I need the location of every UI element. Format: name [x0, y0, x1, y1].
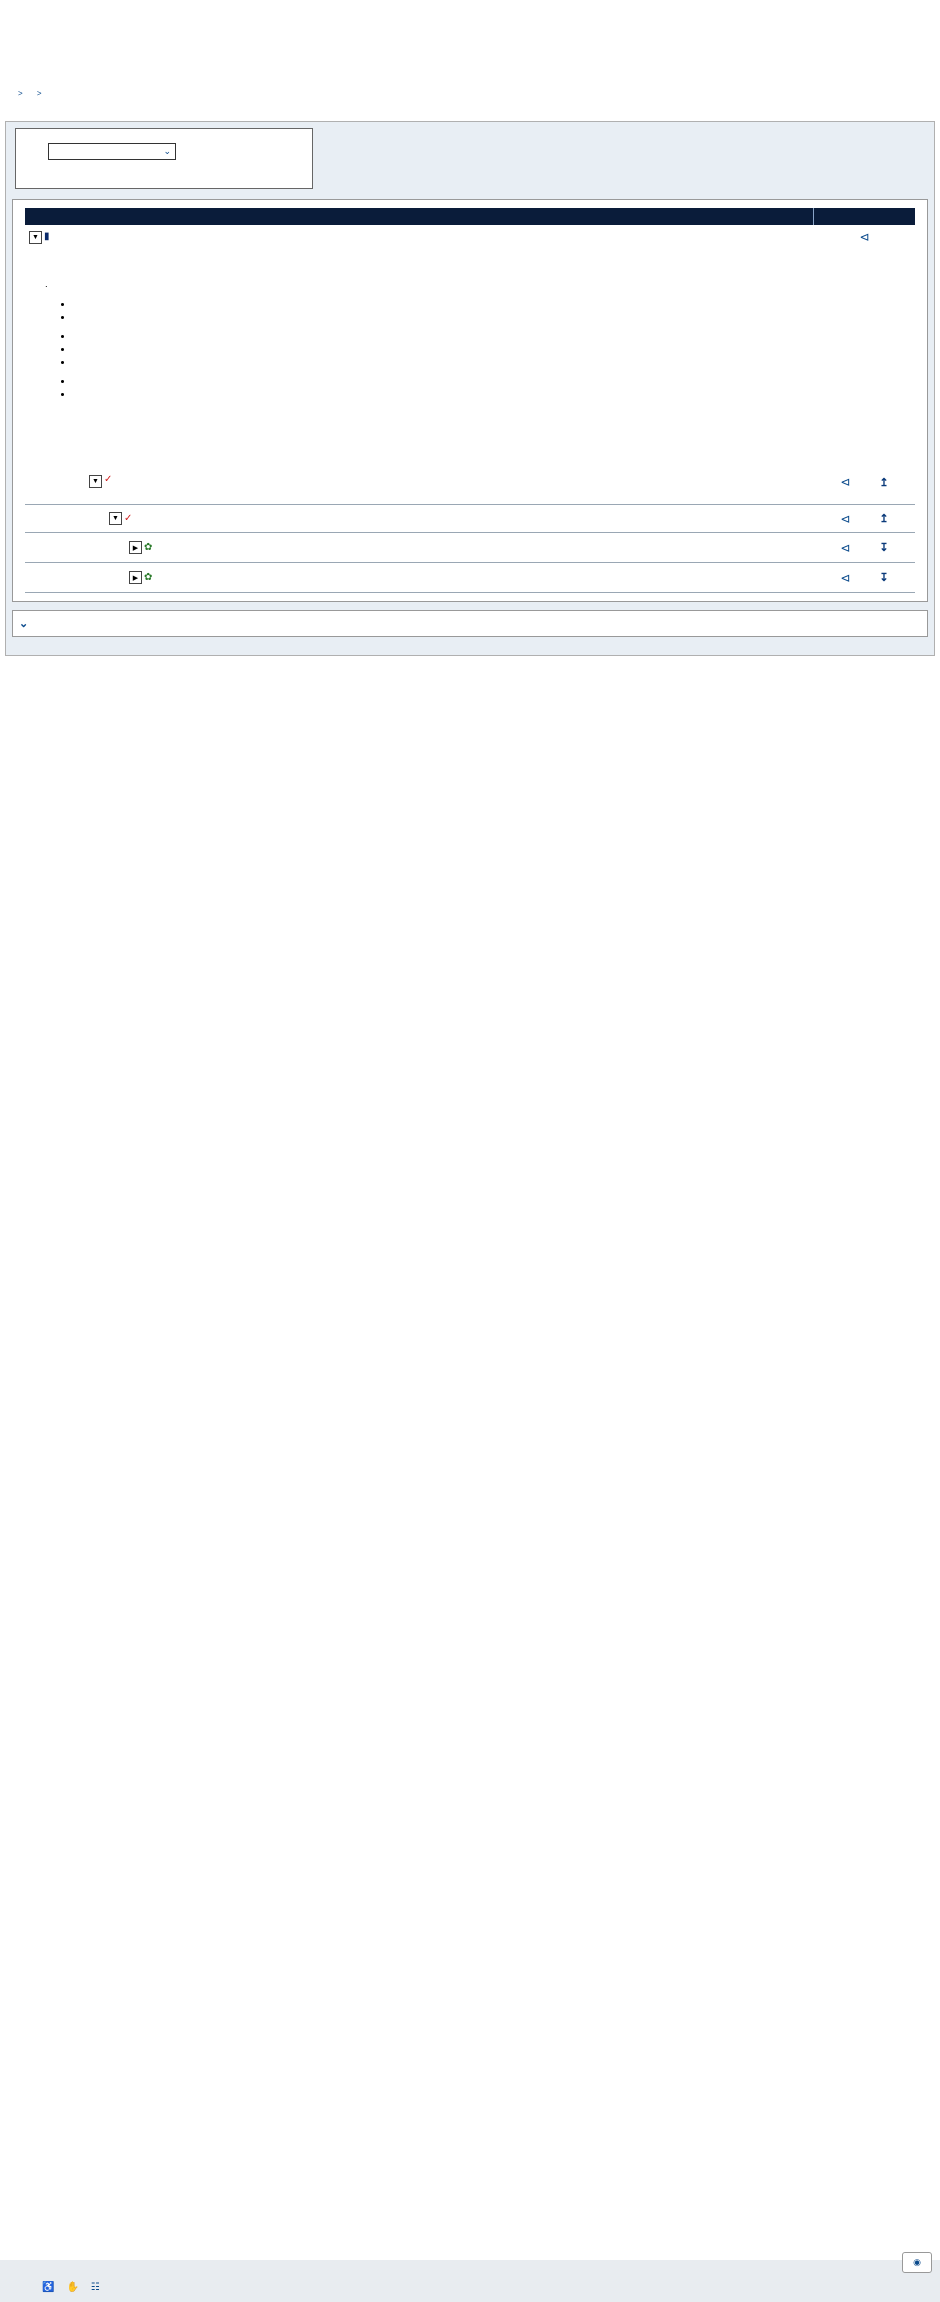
welcome-text: . • • • • • • •: [25, 259, 915, 411]
actions-column-header: [814, 208, 915, 225]
sitemap-icon[interactable]: ☷: [90, 2282, 100, 2293]
tree-row-module-2[interactable]: [25, 563, 915, 593]
root-element-icon: ▮: [44, 231, 50, 242]
share-icon[interactable]: ⊲: [840, 511, 851, 526]
language-switch: [902, 2250, 932, 2273]
globe-icon: ◉: [913, 2257, 921, 2267]
chevron-down-icon: ⌄: [163, 146, 171, 156]
page-title: [0, 100, 940, 121]
course-catalog-panel: [12, 199, 928, 602]
share-icon[interactable]: ⊲: [840, 540, 851, 555]
semester-selection: [15, 128, 313, 189]
sign-language-icon[interactable]: ✋: [66, 2282, 79, 2293]
detail-text-2: [73, 344, 805, 355]
expand-all-icon[interactable]: ↧: [879, 572, 889, 584]
footer-links: [6, 2282, 112, 2293]
account-icon: ✓: [124, 512, 133, 524]
chevron-down-icon: ⌄: [19, 618, 29, 630]
share-icon[interactable]: ⊲: [859, 230, 870, 244]
language-button[interactable]: [902, 2252, 932, 2273]
main-frame: [5, 121, 935, 656]
share-icon[interactable]: ⊲: [840, 475, 851, 489]
collapse-all-icon[interactable]: ↥: [879, 513, 889, 525]
module-icon: ✿: [144, 541, 153, 553]
legend-toggle[interactable]: [19, 617, 921, 630]
module-icon: ✿: [144, 571, 153, 583]
collapse-toggle[interactable]: ▼: [89, 475, 102, 488]
catalog-tree: [25, 227, 915, 593]
collapse-toggle[interactable]: ▼: [109, 512, 122, 525]
footer: [0, 2260, 940, 2302]
legend: [12, 610, 928, 637]
expand-toggle[interactable]: ▶: [129, 571, 142, 584]
collapse-toggle[interactable]: ▼: [29, 231, 42, 244]
share-icon[interactable]: ⊲: [840, 570, 851, 585]
root-row: [25, 227, 915, 247]
collapse-all-icon[interactable]: ↥: [879, 476, 889, 489]
account-label: [115, 475, 814, 486]
tree-row-module-1[interactable]: [25, 533, 915, 563]
account-icon: ✓: [104, 474, 113, 485]
expand-all-icon[interactable]: ↧: [879, 542, 889, 554]
accessibility-icon[interactable]: ♿: [42, 2282, 55, 2293]
tree-row-account-2[interactable]: [25, 505, 915, 533]
expand-toggle[interactable]: ▶: [129, 541, 142, 554]
tree-row-account-1[interactable]: [25, 472, 915, 505]
detail-text-3: [73, 357, 805, 368]
breadcrumb: > >: [18, 89, 42, 98]
semester-select[interactable]: [48, 143, 176, 160]
structure-text-2: [73, 312, 805, 323]
region-description: [25, 420, 915, 472]
structure-column-header: [25, 208, 814, 225]
table-header: [25, 208, 915, 225]
